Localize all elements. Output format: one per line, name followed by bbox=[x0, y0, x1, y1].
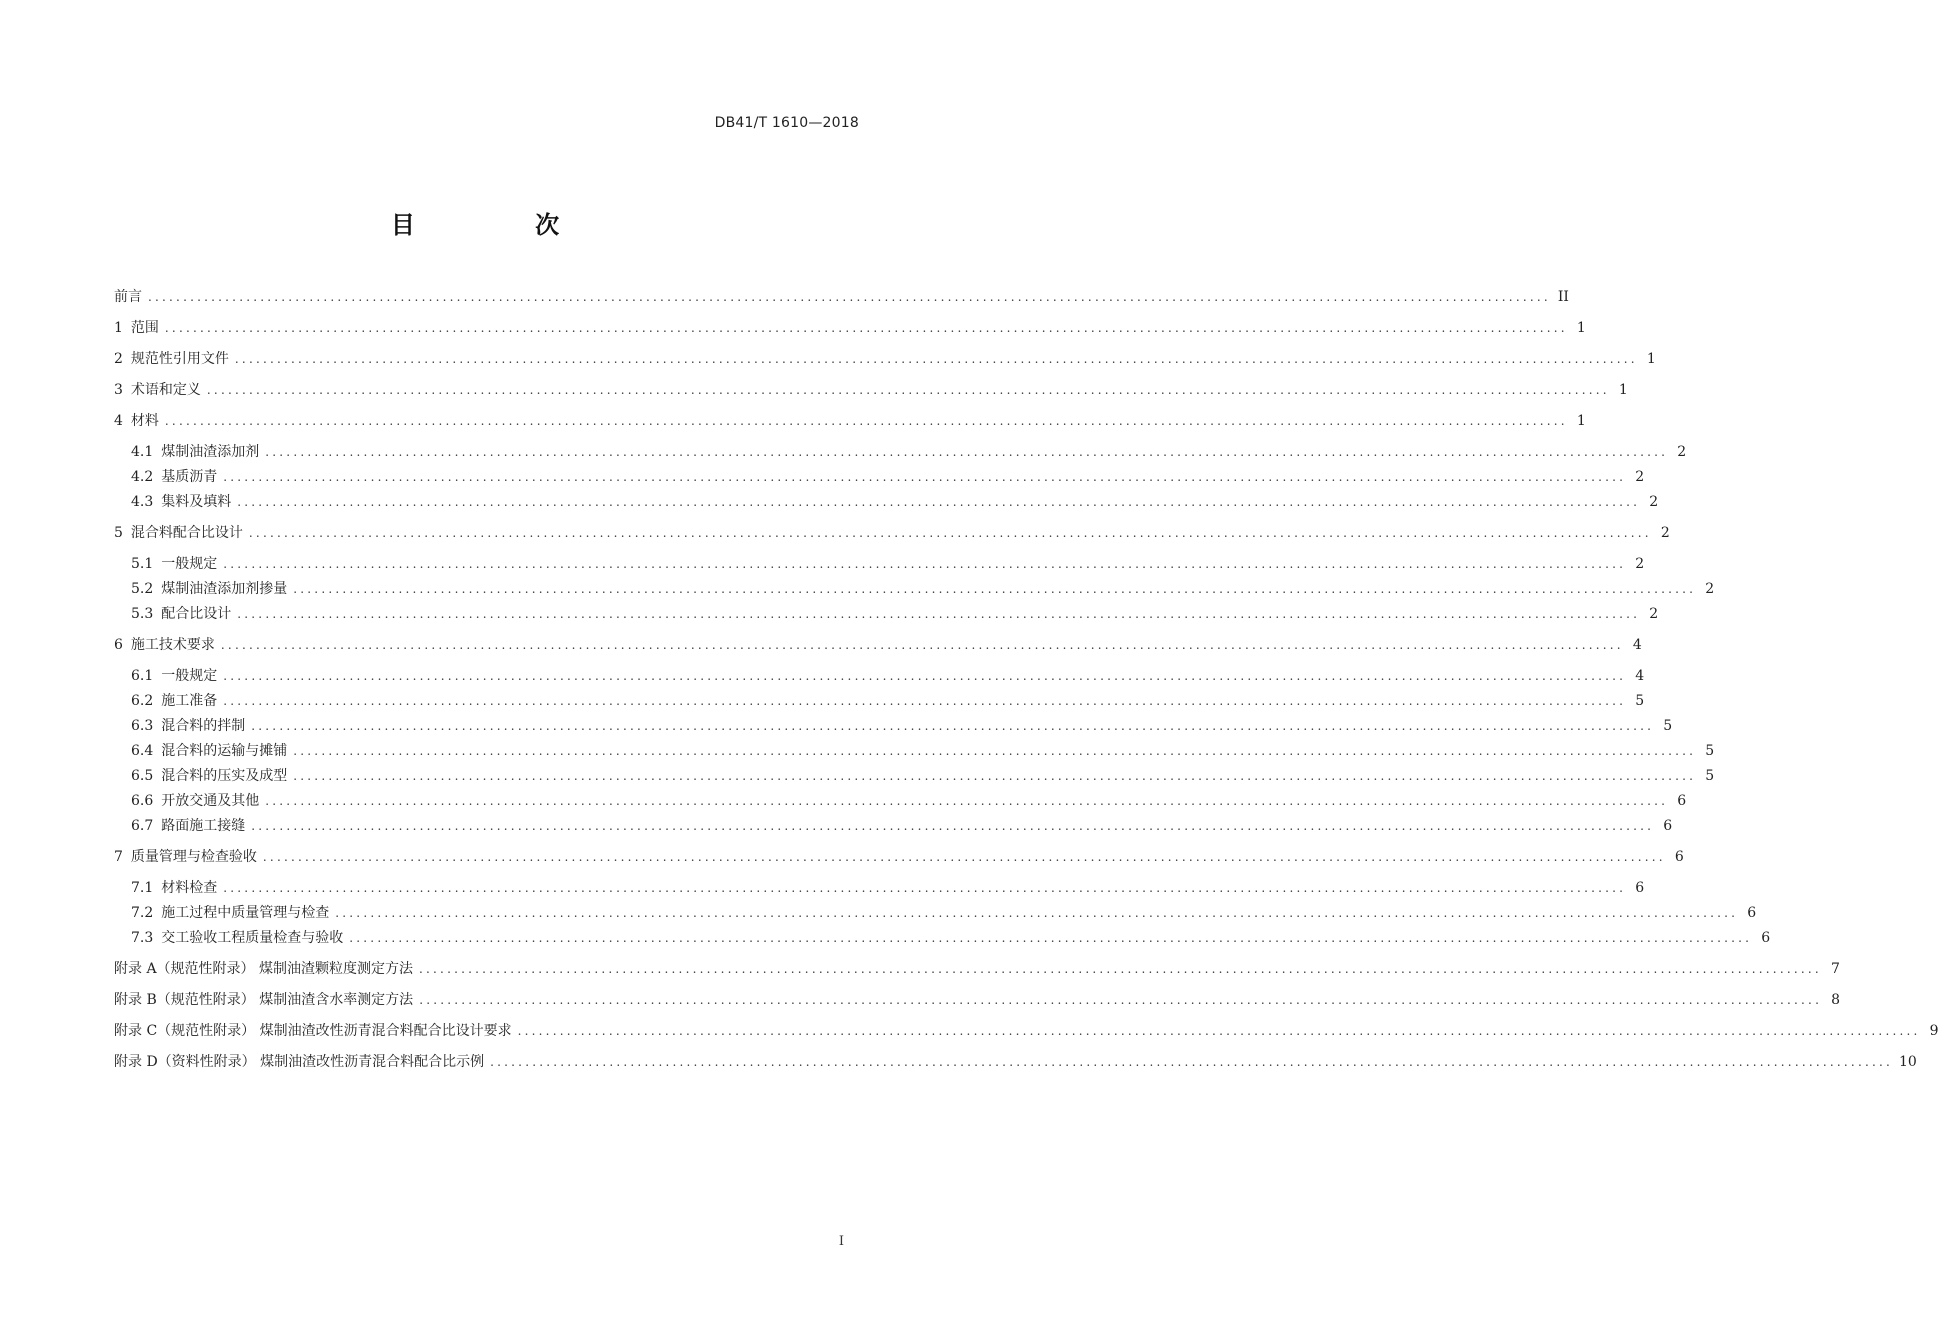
toc-entry-number: 5.3 bbox=[131, 606, 154, 622]
toc-entry-title bbox=[131, 490, 231, 514]
toc-entry-page: 6 bbox=[1677, 793, 1687, 809]
toc-entry-page: 4 bbox=[1635, 668, 1645, 684]
page-number: I bbox=[838, 1234, 844, 1249]
toc-entry[interactable] bbox=[131, 901, 1757, 925]
toc-entry[interactable] bbox=[114, 347, 1656, 371]
toc-entry-title bbox=[131, 876, 217, 900]
toc-entry-number: 4.1 bbox=[131, 444, 154, 460]
toc-entry-label: 范围 bbox=[130, 320, 159, 336]
toc-entry-number: 4 bbox=[114, 413, 123, 429]
toc-entry-label: 附录 C（规范性附录） 煤制油渣改性沥青混合料配合比设计要求 bbox=[114, 1023, 512, 1039]
toc-entry-label: 术语和定义 bbox=[130, 382, 201, 398]
toc-entry[interactable] bbox=[114, 316, 1586, 340]
toc-entry-label: 煤制油渣添加剂 bbox=[161, 444, 260, 460]
toc-entry-title bbox=[131, 465, 217, 489]
toc-leader-dots: ........................................................................................................................................................................................................ bbox=[223, 669, 1627, 683]
toc-entry-page: 2 bbox=[1677, 444, 1687, 460]
toc-entry[interactable] bbox=[131, 926, 1771, 950]
toc-entry-title bbox=[131, 577, 287, 601]
toc-entry-page: 6 bbox=[1761, 930, 1771, 946]
toc-entry-label: 一般规定 bbox=[161, 556, 218, 572]
toc-entry[interactable] bbox=[131, 552, 1645, 576]
toc-entry-page: 6 bbox=[1663, 818, 1673, 834]
toc-entry-title bbox=[131, 602, 231, 626]
toc-entry-title bbox=[114, 316, 159, 340]
toc-entry-page: 1 bbox=[1618, 382, 1628, 398]
toc-entry-title bbox=[114, 378, 201, 402]
toc-leader-dots: ........................................................................................................................................................................................................ bbox=[265, 794, 1669, 808]
toc-entry-number: 3 bbox=[114, 382, 123, 398]
toc-entry-label: 混合料的运输与摊铺 bbox=[161, 743, 288, 759]
toc-entry[interactable] bbox=[131, 764, 1715, 788]
toc-leader-dots: ........................................................................................................................................................................................................ bbox=[248, 526, 1652, 540]
toc-entry-label: 路面施工接缝 bbox=[161, 818, 246, 834]
toc-leader-dots: ........................................................................................................................................................................................................ bbox=[164, 321, 1568, 335]
toc-entry[interactable] bbox=[114, 633, 1642, 657]
toc-entry-number: 4.3 bbox=[131, 494, 154, 510]
toc-leader-dots: ........................................................................................................................................................................................................ bbox=[490, 1055, 1894, 1069]
toc-entry-number: 5.1 bbox=[131, 556, 154, 572]
toc-entry-title bbox=[131, 739, 287, 763]
toc-entry-label: 施工过程中质量管理与检查 bbox=[161, 905, 330, 921]
toc-entry-number: 6.3 bbox=[131, 718, 154, 734]
toc-entry-label: 材料检查 bbox=[161, 880, 218, 896]
toc-entry-page: 7 bbox=[1830, 961, 1840, 977]
toc-leader-dots: ........................................................................................................................................................................................................ bbox=[164, 414, 1568, 428]
toc-leader-dots: ........................................................................................................................................................................................................ bbox=[223, 694, 1627, 708]
toc-entry-page: 5 bbox=[1705, 768, 1715, 784]
toc-entry-page: 6 bbox=[1635, 880, 1645, 896]
toc-entry[interactable] bbox=[131, 440, 1687, 464]
toc-entry-title bbox=[131, 689, 217, 713]
toc-leader-dots: ........................................................................................................................................................................................................ bbox=[206, 383, 1610, 397]
toc-entry-number: 2 bbox=[114, 351, 123, 367]
toc-entry-label: 混合料配合比设计 bbox=[130, 525, 243, 541]
toc-entry-title bbox=[131, 552, 217, 576]
toc-entry-label: 施工准备 bbox=[161, 693, 218, 709]
document-code: DB41/T 1610—2018 bbox=[714, 115, 859, 131]
toc-entry-title bbox=[131, 664, 217, 688]
toc-entry-page: 2 bbox=[1705, 581, 1715, 597]
toc-entry-number: 6.2 bbox=[131, 693, 154, 709]
toc-leader-dots: ........................................................................................................................................................................................................ bbox=[251, 819, 1655, 833]
toc-leader-dots: ........................................................................................................................................................................................................ bbox=[293, 744, 1697, 758]
toc-entry-page: 10 bbox=[1899, 1054, 1917, 1070]
toc-entry-label: 附录 D（资料性附录） 煤制油渣改性沥青混合料配合比示例 bbox=[114, 1054, 485, 1070]
toc-entry[interactable] bbox=[131, 577, 1715, 601]
toc-entry-label: 交工验收工程质量检查与验收 bbox=[161, 930, 344, 946]
toc-entry[interactable] bbox=[114, 845, 1684, 869]
toc-entry[interactable] bbox=[131, 876, 1645, 900]
toc-leader-dots: ........................................................................................................................................................................................................ bbox=[148, 290, 1551, 304]
toc-entry-title bbox=[114, 845, 257, 869]
toc-entry-number: 7.1 bbox=[131, 880, 154, 896]
toc-entry-label: 集料及填料 bbox=[161, 494, 232, 510]
toc-entry-label: 质量管理与检查验收 bbox=[130, 849, 257, 865]
toc-leader-dots: ........................................................................................................................................................................................................ bbox=[220, 638, 1624, 652]
toc-entry[interactable] bbox=[114, 521, 1670, 545]
toc-entry-title bbox=[131, 440, 259, 464]
toc-entry-page: 1 bbox=[1576, 320, 1586, 336]
toc-entry-number: 7.2 bbox=[131, 905, 154, 921]
toc-leader-dots: ........................................................................................................................................................................................................ bbox=[293, 582, 1697, 596]
toc-entry-label: 附录 A（规范性附录） 煤制油渣颗粒度测定方法 bbox=[114, 961, 414, 977]
toc-entry-page: 6 bbox=[1747, 905, 1757, 921]
toc-entry-page: 2 bbox=[1660, 525, 1670, 541]
toc-entry[interactable] bbox=[131, 465, 1645, 489]
toc-entry-number: 4.2 bbox=[131, 469, 154, 485]
toc-entry-title bbox=[114, 521, 243, 545]
toc-entry[interactable] bbox=[114, 1019, 1939, 1043]
toc-entry-title bbox=[131, 714, 245, 738]
toc-entry-title bbox=[114, 957, 413, 981]
toc-entry-page: 5 bbox=[1705, 743, 1715, 759]
toc-entry[interactable] bbox=[131, 789, 1687, 813]
toc-entry-title bbox=[131, 901, 329, 925]
toc-entry-label: 前言 bbox=[114, 289, 142, 305]
toc-entry-page: 2 bbox=[1635, 556, 1645, 572]
toc-entry-number: 6 bbox=[114, 637, 123, 653]
toc-entry-page: 9 bbox=[1929, 1023, 1939, 1039]
toc-entry-label: 基质沥青 bbox=[161, 469, 218, 485]
toc-leader-dots: ........................................................................................................................................................................................................ bbox=[223, 470, 1627, 484]
toc-entry-title bbox=[131, 789, 259, 813]
toc-entry-title bbox=[131, 764, 287, 788]
toc-entry-label: 配合比设计 bbox=[161, 606, 232, 622]
toc-entry[interactable] bbox=[131, 714, 1673, 738]
toc-entry-page: 8 bbox=[1831, 992, 1841, 1008]
toc-entry[interactable] bbox=[131, 490, 1659, 514]
toc-entry-page: 2 bbox=[1649, 494, 1659, 510]
toc-leader-dots: ........................................................................................................................................................................................................ bbox=[251, 719, 1655, 733]
toc-entry[interactable] bbox=[131, 739, 1715, 763]
toc-entry-label: 混合料的拌制 bbox=[161, 718, 246, 734]
toc-title: 目 次 bbox=[390, 211, 616, 239]
toc-entry-label: 施工技术要求 bbox=[130, 637, 215, 653]
toc-entry-page: 1 bbox=[1576, 413, 1586, 429]
toc-entry-label: 附录 B（规范性附录） 煤制油渣含水率测定方法 bbox=[114, 992, 414, 1008]
toc-leader-dots: ........................................................................................................................................................................................................ bbox=[349, 931, 1753, 945]
toc-leader-dots: ........................................................................................................................................................................................................ bbox=[223, 557, 1627, 571]
toc-leader-dots: ........................................................................................................................................................................................................ bbox=[237, 607, 1641, 621]
toc-entry-title bbox=[114, 633, 215, 657]
toc-leader-dots: ........................................................................................................................................................................................................ bbox=[335, 906, 1739, 920]
toc-entry-number: 7.3 bbox=[131, 930, 154, 946]
toc-leader-dots: ........................................................................................................................................................................................................ bbox=[293, 769, 1697, 783]
toc-entry-number: 6.4 bbox=[131, 743, 154, 759]
toc-entry-number: 6.6 bbox=[131, 793, 154, 809]
toc-entry[interactable] bbox=[114, 378, 1628, 402]
toc-entry-title bbox=[114, 988, 413, 1012]
toc-leader-dots: ........................................................................................................................................................................................................ bbox=[234, 352, 1638, 366]
toc-entry-page: 2 bbox=[1635, 469, 1645, 485]
toc-entry-label: 混合料的压实及成型 bbox=[161, 768, 288, 784]
toc-leader-dots: ........................................................................................................................................................................................................ bbox=[237, 495, 1641, 509]
toc-entry-label: 煤制油渣添加剂掺量 bbox=[161, 581, 288, 597]
toc-leader-dots: ........................................................................................................................................................................................................ bbox=[265, 445, 1669, 459]
toc-entry-title bbox=[131, 926, 343, 950]
toc-entry-title bbox=[114, 285, 142, 309]
toc-entry[interactable] bbox=[114, 285, 1569, 309]
toc-entry-number: 1 bbox=[114, 320, 123, 336]
toc-leader-dots: ........................................................................................................................................................................................................ bbox=[517, 1024, 1921, 1038]
toc-leader-dots: ........................................................................................................................................................................................................ bbox=[223, 881, 1627, 895]
toc-entry[interactable] bbox=[131, 664, 1645, 688]
toc-entry[interactable] bbox=[131, 602, 1659, 626]
toc-entry[interactable] bbox=[114, 1050, 1917, 1074]
toc-entry[interactable] bbox=[114, 988, 1841, 1012]
toc-entry-label: 开放交通及其他 bbox=[161, 793, 260, 809]
toc-entry[interactable] bbox=[131, 689, 1645, 713]
toc-entry-label: 材料 bbox=[130, 413, 159, 429]
toc-entry[interactable] bbox=[131, 814, 1673, 838]
toc-entry[interactable] bbox=[114, 957, 1840, 981]
toc-entry-number: 6.7 bbox=[131, 818, 154, 834]
toc-entry-number: 6.1 bbox=[131, 668, 154, 684]
toc-leader-dots: ........................................................................................................................................................................................................ bbox=[419, 993, 1823, 1007]
toc-entry-number: 7 bbox=[114, 849, 123, 865]
toc-entry-label: 一般规定 bbox=[161, 668, 218, 684]
toc-leader-dots: ........................................................................................................................................................................................................ bbox=[262, 850, 1666, 864]
toc-entry-title bbox=[114, 409, 159, 433]
toc-entry-label: 规范性引用文件 bbox=[130, 351, 229, 367]
toc-entry-page: 5 bbox=[1635, 693, 1645, 709]
toc-entry-page: 1 bbox=[1646, 351, 1656, 367]
toc-entry-page: 6 bbox=[1674, 849, 1684, 865]
toc-entry-page: 4 bbox=[1632, 637, 1642, 653]
toc-entry-title bbox=[114, 1019, 512, 1043]
toc-leader-dots: ........................................................................................................................................................................................................ bbox=[419, 962, 1822, 976]
toc-entry-title bbox=[114, 347, 229, 371]
toc-entry-title bbox=[114, 1050, 484, 1074]
toc-entry-number: 6.5 bbox=[131, 768, 154, 784]
toc-entry-number: 5 bbox=[114, 525, 123, 541]
toc-entry-number: 5.2 bbox=[131, 581, 154, 597]
toc-entry-page: 2 bbox=[1649, 606, 1659, 622]
toc-entry-page: II bbox=[1557, 289, 1569, 305]
toc-entry-page: 5 bbox=[1663, 718, 1673, 734]
toc-entry-title bbox=[131, 814, 245, 838]
toc-entry[interactable] bbox=[114, 409, 1586, 433]
